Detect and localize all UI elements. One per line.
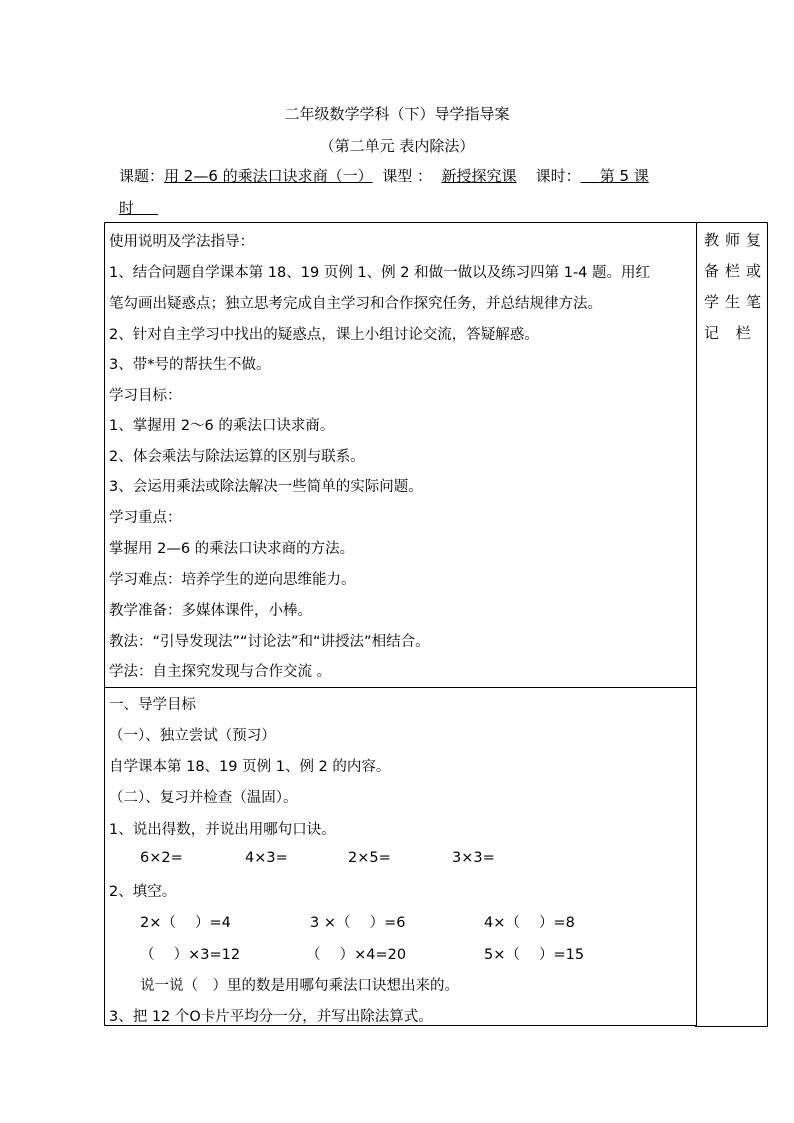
q2-blank: 2×（ ）=4: [140, 915, 231, 931]
lesson-info-cont: [119, 197, 158, 218]
page-subtitle: （第二单元 表内除法）: [319, 137, 475, 155]
sidebar-line: 备栏或: [704, 262, 768, 280]
goal-item: 1、掌握用 2～6 的乘法口诀求商。: [109, 418, 335, 434]
goal-item: 2、体会乘法与除法运算的区别与联系。: [109, 449, 365, 465]
period-cont: [119, 199, 158, 217]
instruction-line: 1、结合问题自学课本第 18、19 页例 1、例 2 和做一做以及练习四第 1-4 题。用红: [109, 265, 651, 281]
instructions-heading: 使用说明及学法指导：: [109, 234, 254, 250]
guide-part1-title: （一）、独立尝试（预习）: [109, 728, 276, 744]
page-title: 二年级数学学科（下）导学指导案: [284, 105, 510, 123]
sidebar-line: 记 栏: [704, 324, 757, 342]
preparation-text: 教学准备：多媒体课件，小棒。: [109, 603, 312, 619]
lesson-info: [119, 165, 649, 186]
question-2: 2、填空。: [109, 884, 177, 900]
question-1: 1、说出得数，并说出用哪句口诀。: [109, 822, 336, 838]
type-label: 课型 ：: [382, 167, 432, 185]
keypoint-heading: 学习重点：: [109, 510, 182, 526]
q2-note: 说一说（ ）里的数是用哪句乘法口诀想出来的。: [140, 978, 459, 994]
q1-item: 3×3=: [452, 850, 495, 866]
instruction-line: 笔勾画出疑惑点；独立思考完成自主学习和合作探究任务，并总结规律方法。: [109, 296, 602, 312]
learning-method-text: 学法：自主探究发现与合作交流 。: [109, 664, 332, 680]
q1-item: 6×2=: [140, 850, 183, 866]
q2-blank: 5×（ ）=15: [484, 947, 585, 963]
question-3: 3、把 12 个O卡片平均分一分，并写出除法算式。: [109, 1009, 433, 1025]
q1-item: 2×5=: [348, 850, 391, 866]
period-value-text: 第 5 课: [599, 167, 649, 185]
teaching-method-text: 教法：“引导发现法”“讨论法”和“讲授法”相结合。: [109, 634, 430, 650]
difficulty-text: 学习难点：培养学生的逆向思维能力。: [109, 572, 356, 588]
sidebar-line: 学生笔: [704, 293, 768, 311]
guide-part1-text: 自学课本第 18、19 页例 1、例 2 的内容。: [109, 759, 391, 775]
instruction-line: 3、带*号的帮扶生不做。: [109, 357, 271, 373]
q2-blank: 3 ×（ ）=6: [310, 915, 406, 931]
type-value: 新授探究课: [441, 167, 517, 185]
guide-section-title: 一、导学目标: [109, 697, 196, 713]
q2-blank: 4×（ ）=8: [484, 915, 575, 931]
period-value: [581, 167, 649, 185]
period-cont-text: 时: [119, 199, 135, 217]
topic-label: 课题：: [119, 167, 165, 185]
q2-blank: （ ）×4=20: [306, 947, 407, 963]
instruction-line: 2、针对自主学习中找出的疑惑点，课上小组讨论交流，答疑解惑。: [109, 327, 539, 343]
keypoint-text: 掌握用 2—6 的乘法口诀求商的方法。: [109, 541, 355, 557]
goal-item: 3、会运用乘法或除法解决一些简单的实际问题。: [109, 479, 423, 495]
q1-item: 4×3=: [245, 850, 288, 866]
goals-heading: 学习目标：: [109, 388, 182, 404]
guide-part2-title: （二）、复习并检查（温固）。: [109, 790, 298, 806]
q2-blank: （ ）×3=12: [140, 947, 241, 963]
sidebar-line: 教师复: [704, 231, 768, 249]
topic-value: 用 2—6 的乘法口诀求商（一）: [164, 167, 373, 185]
period-label: 课时：: [535, 167, 581, 185]
